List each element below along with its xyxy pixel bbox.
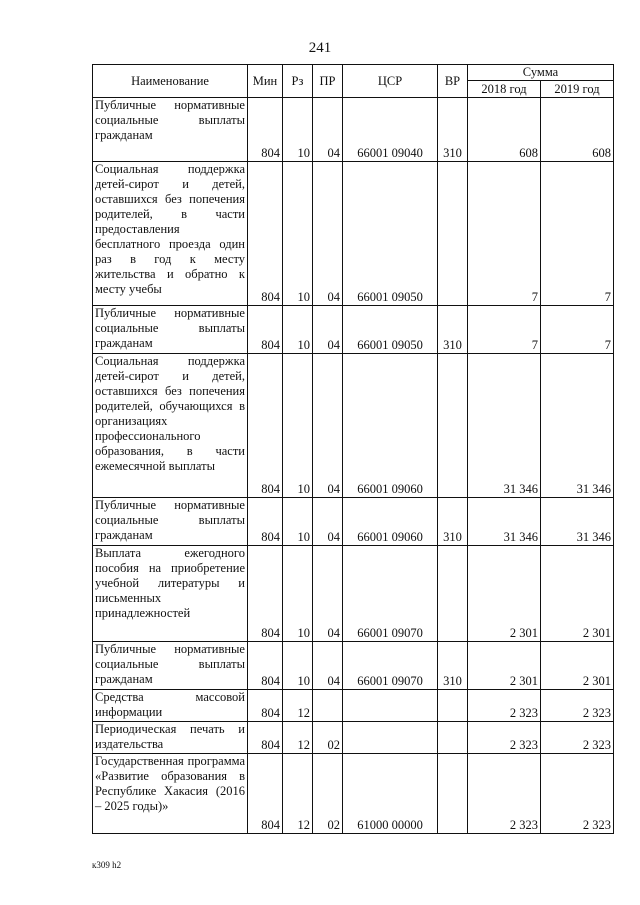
header-sum: Сумма xyxy=(468,65,614,81)
cell-2019: 2 323 xyxy=(541,722,614,754)
header-rz: Рз xyxy=(283,65,313,98)
cell-rz: 10 xyxy=(283,546,313,642)
cell-2018: 2 301 xyxy=(468,546,541,642)
cell-rz: 12 xyxy=(283,754,313,834)
cell-pr xyxy=(313,690,343,722)
cell-2018: 31 346 xyxy=(468,498,541,546)
cell-2019: 2 323 xyxy=(541,754,614,834)
cell-min: 804 xyxy=(248,498,283,546)
cell-pr: 04 xyxy=(313,354,343,498)
cell-name: Выплата ежегодного пособия на приобретение учебной литературы и письменных принадлежностей xyxy=(93,546,248,642)
cell-2019: 7 xyxy=(541,306,614,354)
cell-min: 804 xyxy=(248,690,283,722)
cell-min: 804 xyxy=(248,642,283,690)
cell-2018: 2 323 xyxy=(468,690,541,722)
cell-rz: 10 xyxy=(283,354,313,498)
header-year-2018: 2018 год xyxy=(468,81,541,98)
cell-min: 804 xyxy=(248,354,283,498)
cell-pr: 04 xyxy=(313,306,343,354)
cell-csr xyxy=(343,722,438,754)
table-row xyxy=(93,546,614,642)
cell-rz: 10 xyxy=(283,306,313,354)
cell-vr: 310 xyxy=(438,306,468,354)
header-vr: ВР xyxy=(438,65,468,98)
page-number: 241 xyxy=(308,40,332,56)
table-row xyxy=(93,690,614,722)
cell-2018: 2 323 xyxy=(468,754,541,834)
cell-2018: 31 346 xyxy=(468,354,541,498)
table-row xyxy=(93,642,614,690)
cell-pr: 02 xyxy=(313,754,343,834)
cell-pr: 04 xyxy=(313,98,343,162)
cell-2018: 608 xyxy=(468,98,541,162)
cell-2019: 2 323 xyxy=(541,690,614,722)
cell-name: Публичные нормативные социальные выплаты гражданам xyxy=(93,306,248,354)
cell-min: 804 xyxy=(248,546,283,642)
cell-name: Публичные нормативные социальные выплаты гражданам xyxy=(93,498,248,546)
cell-rz: 10 xyxy=(283,98,313,162)
cell-vr xyxy=(438,162,468,306)
cell-name: Средства массовой информации xyxy=(93,690,248,722)
cell-rz: 10 xyxy=(283,642,313,690)
cell-name: Публичные нормативные социальные выплаты гражданам xyxy=(93,98,248,162)
cell-2019: 31 346 xyxy=(541,498,614,546)
cell-vr: 310 xyxy=(438,642,468,690)
cell-name: Социальная поддержка детей-сирот и детей, оставшихся без попечения родителей, обучающихся в организациях профессионального образования, в части ежемесячной выплаты xyxy=(93,354,248,498)
cell-vr xyxy=(438,754,468,834)
table-row xyxy=(93,498,614,546)
cell-pr: 04 xyxy=(313,642,343,690)
cell-min: 804 xyxy=(248,722,283,754)
budget-table xyxy=(92,64,614,834)
cell-csr: 61000 00000 xyxy=(343,754,438,834)
table-row xyxy=(93,162,614,306)
cell-min: 804 xyxy=(248,98,283,162)
cell-csr: 66001 09070 xyxy=(343,642,438,690)
cell-name: Периодическая печать и издательства xyxy=(93,722,248,754)
cell-2018: 7 xyxy=(468,306,541,354)
cell-csr: 66001 09060 xyxy=(343,354,438,498)
cell-csr: 66001 09060 xyxy=(343,498,438,546)
table-row xyxy=(93,722,614,754)
cell-2019: 608 xyxy=(541,98,614,162)
cell-csr: 66001 09040 xyxy=(343,98,438,162)
cell-2019: 7 xyxy=(541,162,614,306)
table-row xyxy=(93,306,614,354)
cell-csr: 66001 09050 xyxy=(343,306,438,354)
cell-rz: 10 xyxy=(283,498,313,546)
cell-name: Публичные нормативные социальные выплаты гражданам xyxy=(93,642,248,690)
cell-2019: 2 301 xyxy=(541,546,614,642)
header-csr: ЦСР xyxy=(343,65,438,98)
cell-csr: 66001 09050 xyxy=(343,162,438,306)
cell-2018: 7 xyxy=(468,162,541,306)
header-year-2019: 2019 год xyxy=(541,81,614,98)
cell-vr: 310 xyxy=(438,498,468,546)
cell-pr: 04 xyxy=(313,162,343,306)
cell-vr xyxy=(438,690,468,722)
table-row xyxy=(93,754,614,834)
cell-csr xyxy=(343,690,438,722)
table-row xyxy=(93,98,614,162)
header-pr: ПР xyxy=(313,65,343,98)
cell-2018: 2 301 xyxy=(468,642,541,690)
cell-2018: 2 323 xyxy=(468,722,541,754)
cell-name: Социальная поддержка детей-сирот и детей, оставшихся без попечения родителей, в части предоставления бесплатного проезда один раз в год к месту жительства и обратно к месту учебы xyxy=(93,162,248,306)
cell-vr xyxy=(438,722,468,754)
cell-vr: 310 xyxy=(438,98,468,162)
cell-pr: 02 xyxy=(313,722,343,754)
cell-pr: 04 xyxy=(313,498,343,546)
cell-rz: 12 xyxy=(283,722,313,754)
cell-vr xyxy=(438,354,468,498)
cell-rz: 12 xyxy=(283,690,313,722)
cell-csr: 66001 09070 xyxy=(343,546,438,642)
footer-code: к309 h2 xyxy=(92,860,122,870)
header-name: Наименование xyxy=(93,65,248,98)
cell-min: 804 xyxy=(248,162,283,306)
cell-name: Государственная программа «Развитие образования в Республике Хакасия (2016 – 2025 годы)» xyxy=(93,754,248,834)
cell-pr: 04 xyxy=(313,546,343,642)
header-min: Мин xyxy=(248,65,283,98)
table-row xyxy=(93,354,614,498)
cell-2019: 2 301 xyxy=(541,642,614,690)
cell-min: 804 xyxy=(248,306,283,354)
cell-min: 804 xyxy=(248,754,283,834)
cell-2019: 31 346 xyxy=(541,354,614,498)
cell-vr xyxy=(438,546,468,642)
cell-rz: 10 xyxy=(283,162,313,306)
